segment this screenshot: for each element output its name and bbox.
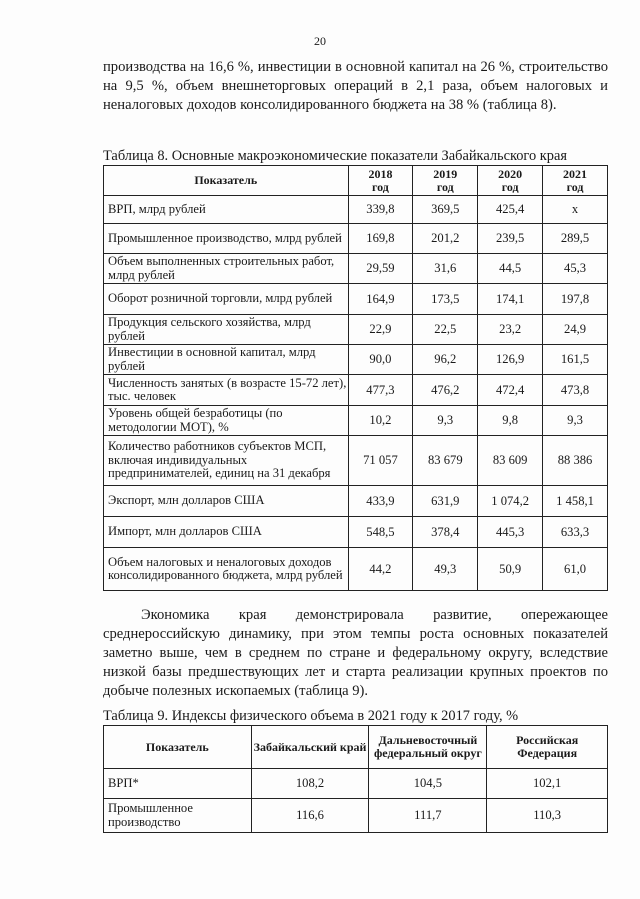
table8-row bbox=[104, 406, 608, 436]
table8-cell: 472,4 bbox=[478, 375, 543, 406]
table8-cell: 9,3 bbox=[543, 406, 608, 436]
table8-cell: 44,2 bbox=[348, 548, 413, 591]
table8-row-label: Количество работников субъектов МСП, включая индивидуальных предпринимателей, единиц на 31 декабря bbox=[104, 436, 349, 486]
table8-cell: 548,5 bbox=[348, 517, 413, 548]
table8-row-label: Инвестиции в основной капитал, млрд рублей bbox=[104, 345, 349, 375]
table9-cell: 111,7 bbox=[369, 799, 487, 833]
table8-cell: 1 074,2 bbox=[478, 486, 543, 517]
table8-row-label: Продукция сельского хозяйства, млрд рублей bbox=[104, 315, 349, 345]
table8-cell: 369,5 bbox=[413, 196, 478, 224]
table8-cell: 31,6 bbox=[413, 254, 478, 284]
table9-header-col: Российская Федерация bbox=[487, 726, 608, 769]
table8-cell: 476,2 bbox=[413, 375, 478, 406]
table8-cell: х bbox=[543, 196, 608, 224]
table8-cell: 174,1 bbox=[478, 284, 543, 315]
table8-cell: 10,2 bbox=[348, 406, 413, 436]
table8-cell: 169,8 bbox=[348, 224, 413, 254]
table8-header-year: 2018 год bbox=[348, 166, 413, 196]
table8-cell: 289,5 bbox=[543, 224, 608, 254]
table8-row bbox=[104, 315, 608, 345]
table8-row-label: Объем налоговых и неналоговых доходов консолидированного бюджета, млрд рублей bbox=[104, 548, 349, 591]
table8-cell: 433,9 bbox=[348, 486, 413, 517]
table8-cell: 71 057 bbox=[348, 436, 413, 486]
table8-row-label: Уровень общей безработицы (по методологии МОТ), % bbox=[104, 406, 349, 436]
table8-row-label: Оборот розничной торговли, млрд рублей bbox=[104, 284, 349, 315]
table8-cell: 83 609 bbox=[478, 436, 543, 486]
table9-header-row bbox=[104, 726, 608, 769]
table8-cell: 22,9 bbox=[348, 315, 413, 345]
table8-cell: 22,5 bbox=[413, 315, 478, 345]
table8-header-row bbox=[104, 166, 608, 196]
table9-header-col: Дальневосточный федеральный округ bbox=[369, 726, 487, 769]
table8-cell: 96,2 bbox=[413, 345, 478, 375]
table8-row bbox=[104, 284, 608, 315]
table8-cell: 88 386 bbox=[543, 436, 608, 486]
table9-cell: 108,2 bbox=[251, 769, 369, 799]
table9-row-label: Промышленное производство bbox=[104, 799, 252, 833]
table8-row bbox=[104, 517, 608, 548]
table8-cell: 239,5 bbox=[478, 224, 543, 254]
table8-row bbox=[104, 436, 608, 486]
table9-header-label: Показатель bbox=[104, 726, 252, 769]
body-paragraph: Экономика края демонстрировала развитие, опережающее среднероссийскую динамику, при этом темпы роста основных показателей заметно выше, чем в среднем по стране и федеральному округу, вследствие низкой базы предшествующих лет и старта реализации крупных проектов по добыче полезных ископаемых (таблица 9). bbox=[103, 607, 608, 699]
table8-caption: Таблица 8. Основные макроэкономические показатели Забайкальского края bbox=[103, 148, 567, 164]
table8-cell: 477,3 bbox=[348, 375, 413, 406]
table8-cell: 24,9 bbox=[543, 315, 608, 345]
table8-row bbox=[104, 345, 608, 375]
table8-header-year: 2020 год bbox=[478, 166, 543, 196]
table8-row bbox=[104, 548, 608, 591]
table8-cell: 49,3 bbox=[413, 548, 478, 591]
table8-cell: 29,59 bbox=[348, 254, 413, 284]
table9-cell: 104,5 bbox=[369, 769, 487, 799]
table8-row-label: Экспорт, млн долларов США bbox=[104, 486, 349, 517]
table9-row-label: ВРП* bbox=[104, 769, 252, 799]
table8-row-label: ВРП, млрд рублей bbox=[104, 196, 349, 224]
table8-cell: 126,9 bbox=[478, 345, 543, 375]
table8-cell: 9,8 bbox=[478, 406, 543, 436]
table8-row-label: Объем выполненных строительных работ, млрд рублей bbox=[104, 254, 349, 284]
table9-row bbox=[104, 769, 608, 799]
table8-cell: 339,8 bbox=[348, 196, 413, 224]
table8-header-year: 2021 год bbox=[543, 166, 608, 196]
table8-cell: 9,3 bbox=[413, 406, 478, 436]
table8-header-label: Показатель bbox=[104, 166, 349, 196]
table9-cell: 102,1 bbox=[487, 769, 608, 799]
table8-cell: 164,9 bbox=[348, 284, 413, 315]
table8-cell: 425,4 bbox=[478, 196, 543, 224]
table8-row bbox=[104, 486, 608, 517]
table8-row bbox=[104, 254, 608, 284]
table8-cell: 23,2 bbox=[478, 315, 543, 345]
table8-row bbox=[104, 196, 608, 224]
table8-cell: 83 679 bbox=[413, 436, 478, 486]
table8-cell: 173,5 bbox=[413, 284, 478, 315]
table8-cell: 201,2 bbox=[413, 224, 478, 254]
table8-cell: 50,9 bbox=[478, 548, 543, 591]
page-number: 20 bbox=[314, 34, 326, 48]
table9-cell: 110,3 bbox=[487, 799, 608, 833]
table8-cell: 633,3 bbox=[543, 517, 608, 548]
table8-cell: 197,8 bbox=[543, 284, 608, 315]
intro-paragraph: производства на 16,6 %, инвестиции в основной капитал на 26 %, строительство на 9,5 %, объем внешнеторговых операций в 2,1 раза, объем налоговых и неналоговых доходов консолидированного бюджета на 38 % (таблица 8). bbox=[103, 59, 608, 113]
table8-row-label: Импорт, млн долларов США bbox=[104, 517, 349, 548]
table8-row-label: Промышленное производство, млрд рублей bbox=[104, 224, 349, 254]
table8-cell: 61,0 bbox=[543, 548, 608, 591]
table8-cell: 631,9 bbox=[413, 486, 478, 517]
table8-cell: 473,8 bbox=[543, 375, 608, 406]
table9 bbox=[103, 725, 608, 833]
table9-row bbox=[104, 799, 608, 833]
table8-cell: 161,5 bbox=[543, 345, 608, 375]
table9-cell: 116,6 bbox=[251, 799, 369, 833]
table8-cell: 445,3 bbox=[478, 517, 543, 548]
table8-row bbox=[104, 224, 608, 254]
table8-cell: 378,4 bbox=[413, 517, 478, 548]
table8-cell: 45,3 bbox=[543, 254, 608, 284]
table8-cell: 90,0 bbox=[348, 345, 413, 375]
table8 bbox=[103, 165, 608, 591]
table8-cell: 44,5 bbox=[478, 254, 543, 284]
table9-caption: Таблица 9. Индексы физического объема в 2021 году к 2017 году, % bbox=[103, 708, 519, 724]
table8-row bbox=[104, 375, 608, 406]
table8-row-label: Численность занятых (в возрасте 15-72 лет), тыс. человек bbox=[104, 375, 349, 406]
table8-header-year: 2019 год bbox=[413, 166, 478, 196]
table8-cell: 1 458,1 bbox=[543, 486, 608, 517]
table9-header-col: Забайкальский край bbox=[251, 726, 369, 769]
